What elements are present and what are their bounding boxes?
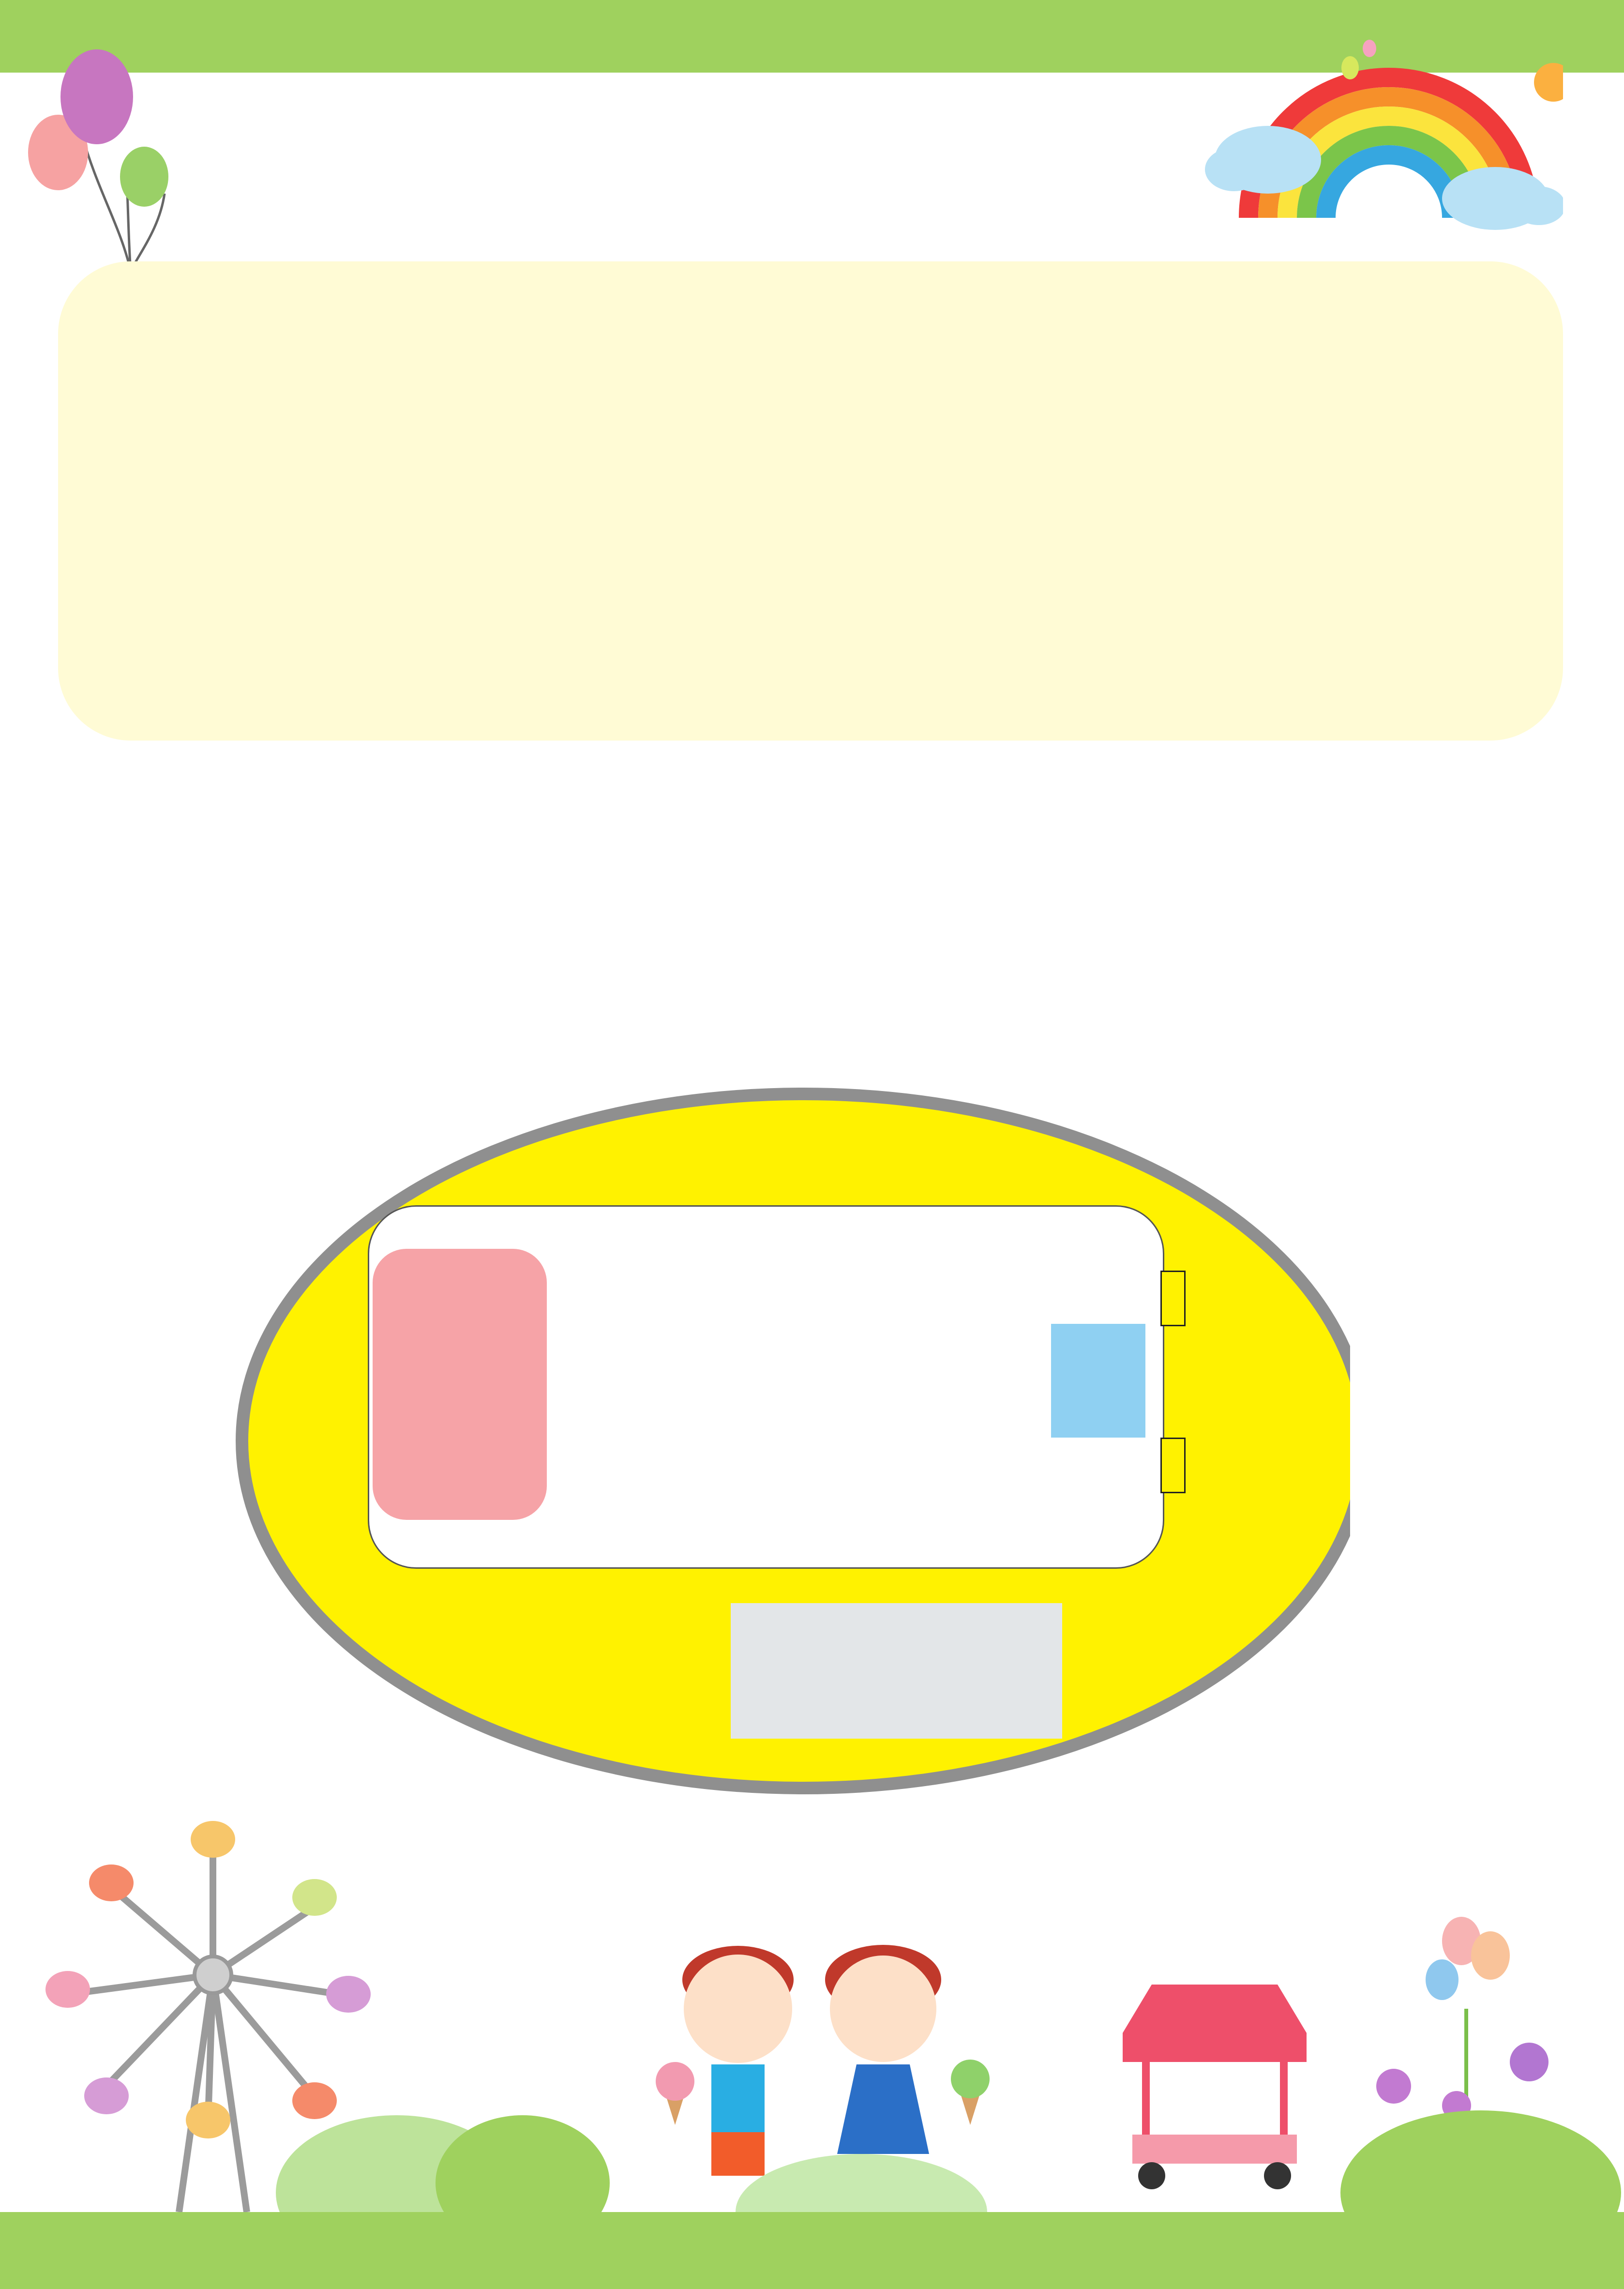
- program-panel: [58, 261, 1563, 741]
- stage-box: [373, 1249, 547, 1520]
- air-bounce-box: [1051, 1324, 1145, 1438]
- rainbow-illustration: [1205, 39, 1563, 257]
- entrance-tag-1: [1160, 1271, 1186, 1326]
- balloons-illustration: [24, 44, 184, 276]
- bottom-grass-border: [0, 2178, 1624, 2289]
- book-area-box: [731, 1603, 1062, 1739]
- food-area: [436, 840, 847, 856]
- entrance-tag-2: [1160, 1438, 1186, 1493]
